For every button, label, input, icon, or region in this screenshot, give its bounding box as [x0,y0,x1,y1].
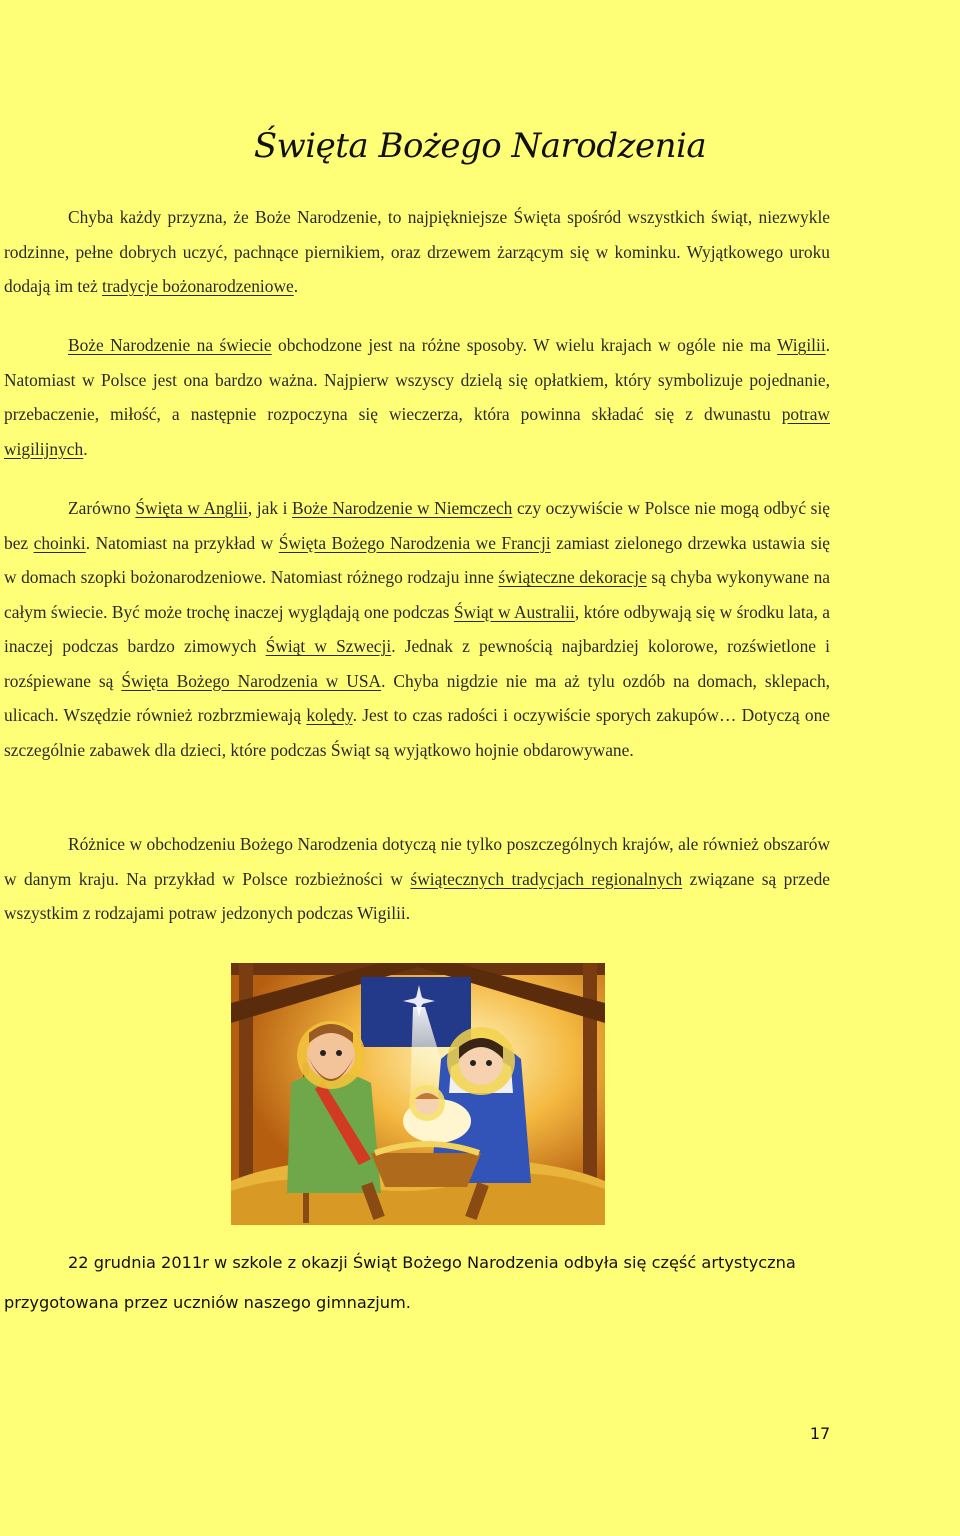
paragraph-text: . [83,438,88,459]
link-swieta-we-francji[interactable]: Święta Bożego Narodzenia we Francji [278,532,551,553]
link-swieta-w-anglii[interactable]: Święta w Anglii [135,498,248,518]
link-boze-narodzenie-na-swiecie[interactable]: Boże Narodzenie na świecie [68,335,272,355]
paragraph-text: . Jest to czas radości i oczywiście sporych zakupów… Dotyczą one szczególnie zabawek dla dzieci, które podczas Świąt są wyjątkowo hojnie obdarowywane. [4,705,831,760]
paragraph-text: . Chyba nigdzie nie ma aż tylu ozdób na domach, sklepach, ulicach. Wszędzie również rozbrzmiewają [4,670,831,725]
paragraph-wigilia [4,328,830,466]
paragraph-text: czy oczywiście w Polsce nie mogą odbyć się bez [4,498,830,553]
paragraph-text: . Natomiast na przykład w [85,532,279,553]
paragraph-text: zamiast zielonego drzewka ustawia się w domach szopki bożonarodzeniowe. Natomiast różnego rodzaju inne [4,532,831,587]
paragraph-text: są chyba wykonywane na całym świecie. Być może trochę inaczej wyglądają one podczas [4,567,831,622]
link-swiat-w-szwecji[interactable]: Świąt w Szwecji [265,636,392,656]
paragraph-text: Różnice w obchodzeniu Bożego Narodzenia dotyczą nie tylko poszczególnych krajów, ale również obszarów w danym kraju. Na przykład w Polsce rozbieżności w [4,834,830,889]
paragraph-regional [4,827,830,931]
caption-line-1: 22 grudnia 2011r w szkole z okazji Świąt Bożego Narodzenia odbyła się część artystyczna [68,1253,796,1272]
link-wigilii[interactable]: Wigilii [777,335,826,355]
link-swiateczne-tradycje-regionalne[interactable]: świątecznych tradycjach regionalnych [410,868,683,889]
paragraph-text: Zarówno [68,498,136,518]
page-number: 17 [809,1424,831,1443]
link-swiat-w-australii[interactable]: Świąt w Australii [453,601,575,622]
link-koledy[interactable]: kolędy [306,705,353,725]
paragraph-text: związane są przede wszystkim z rodzajami potraw jedzonych podczas Wigilii. [4,868,830,923]
paragraph-text: obchodzone jest na różne sposoby. W wielu krajach w ogóle nie ma [271,335,778,355]
link-swiateczne-dekoracje[interactable]: świąteczne dekoracje [498,567,647,587]
paragraph-text: . [293,276,299,296]
nativity-scene-illustration [231,963,605,1225]
paragraph-text: . Natomiast w Polsce jest ona bardzo ważna. Najpierw wszyscy dzielą się opłatkiem, który symbolizuje pojednanie, przebaczenie, miłość, a następnie rozpoczyna się wieczerza, która powinna składać się z dwunastu [4,335,831,424]
paragraph-text: , jak i [247,498,293,518]
link-boze-narodzenie-w-niemczech[interactable]: Boże Narodzenie w Niemczech [292,498,513,518]
link-potraw-wigilijnych[interactable]: potraw wigilijnych [4,404,830,459]
link-choinki[interactable]: choinki [33,532,86,553]
link-swieta-w-usa[interactable]: Święta Bożego Narodzenia w USA [121,670,382,691]
paragraph-text: . Jednak z pewnością najbardziej kolorowe, rozświetlone i rozśpiewane są [4,636,831,691]
paragraph-intro [4,200,830,304]
page-title: Święta Bożego Narodzenia [253,126,707,166]
link-tradycje-bozonarodzeniowe[interactable]: tradycje bożonarodzeniowe [102,276,294,296]
caption-line-2: przygotowana przez uczniów naszego gimnazjum. [4,1293,411,1312]
paragraph-text: Chyba każdy przyzna, że Boże Narodzenie, to najpiękniejsze Święta spośród wszystkich świąt, niezwykle rodzinne, pełne dobrych uczyć, pachnące piernikiem, oraz drzewem żarzącym się w kominku. Wyjątkowego uroku dodają im też [4,207,830,296]
caption [4,1243,834,1323]
paragraph-text: , które odbywają się w środku lata, a inaczej podczas bardzo zimowych [4,601,830,656]
paragraph-countries [4,491,830,767]
